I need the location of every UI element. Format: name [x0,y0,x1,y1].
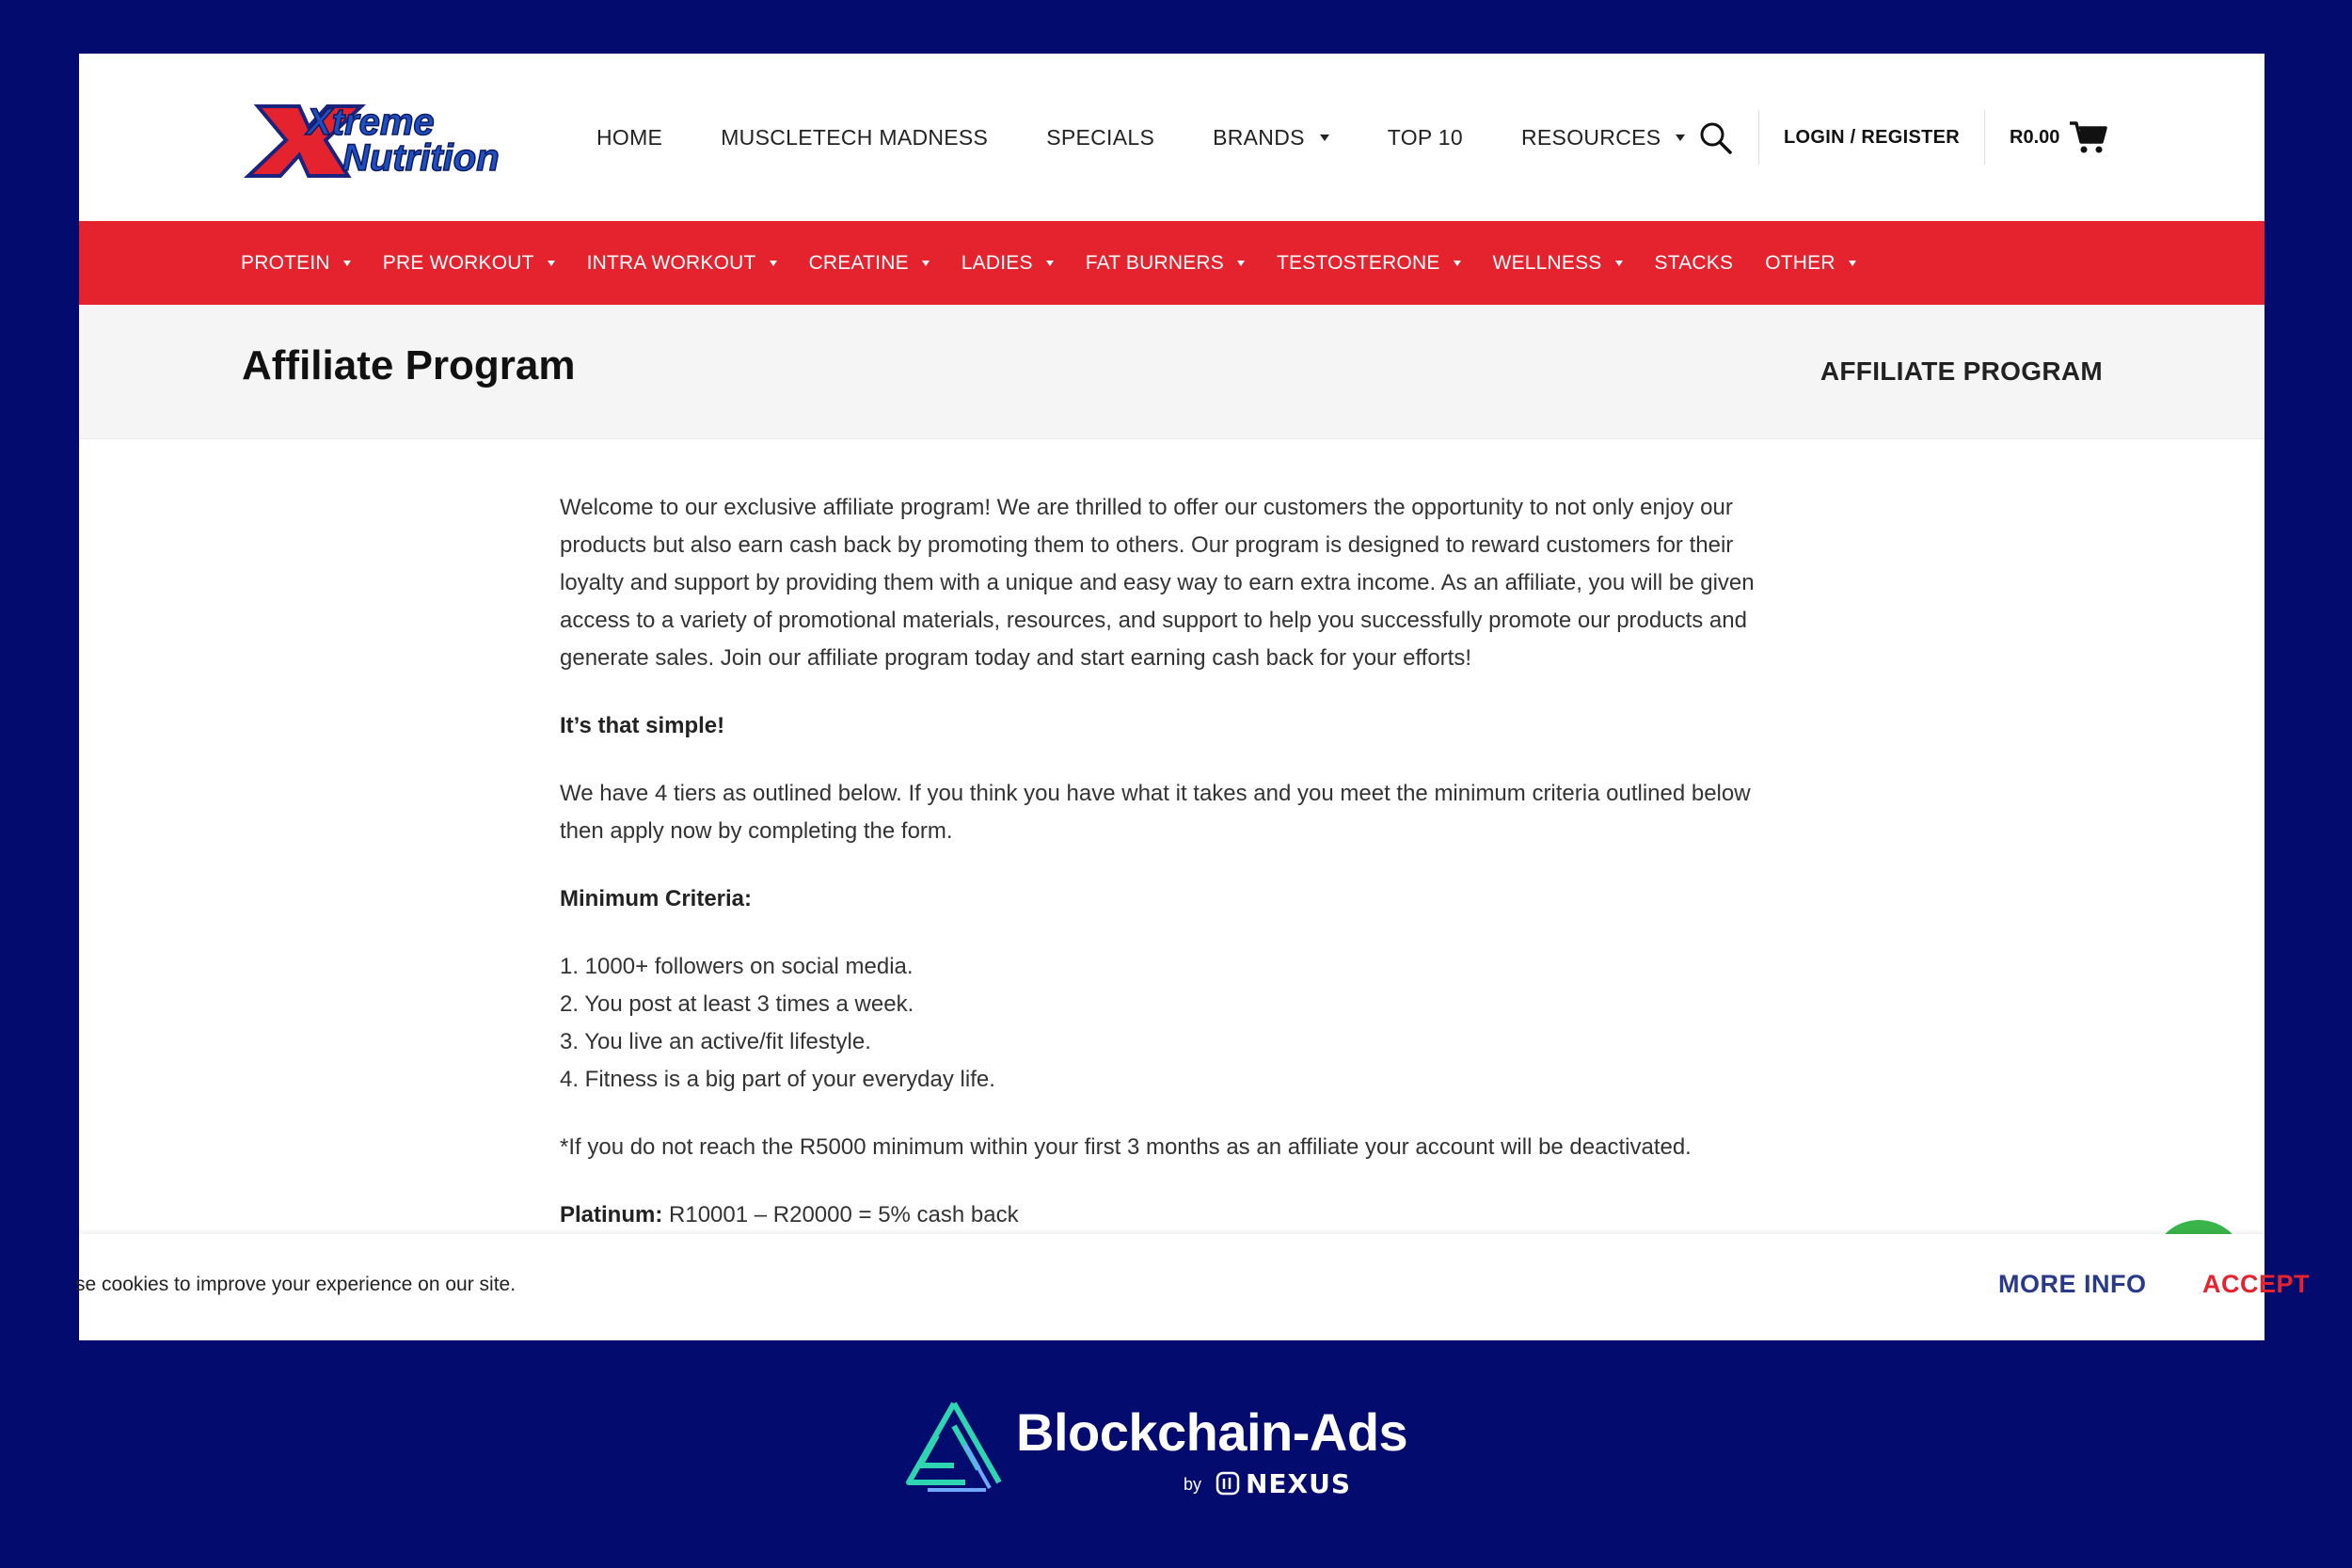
cart-total[interactable]: R0.00 [2010,127,2060,148]
category-creatine[interactable]: CREATINE [809,252,930,275]
nexus-wordmark: NEXUS [1246,1467,1352,1499]
nav-muscletech-madness[interactable]: MUSCLETECH MADNESS [721,124,989,150]
category-fat-burners[interactable]: FAT BURNERS [1086,252,1245,275]
site-header [79,54,2265,221]
caret-down-icon [770,261,777,266]
category-stacks[interactable]: STACKS [1654,251,1734,274]
caret-down-icon [1615,261,1623,266]
caret-down-icon [1046,261,1054,266]
divider [1984,110,1985,165]
more-info-button[interactable]: MORE INFO [1998,1270,2147,1298]
blockchain-ads-logo-icon [899,1398,1009,1497]
brand-by: by [1184,1475,1202,1494]
category-testosterone[interactable]: TESTOSTERONE [1277,252,1461,275]
caret-down-icon [548,261,555,266]
page-title-bar [79,305,2265,439]
blockchain-ads-brand [899,1392,1426,1505]
nav-home[interactable]: HOME [596,124,663,150]
criteria-list [560,948,1792,1099]
page-title: Affiliate Program [242,342,576,388]
tiers-paragraph: We have 4 tiers as outlined below. If you think you have what it takes and you meet the minimum criteria outlined below then apply now by completing the form. [560,781,1751,844]
list-item: 2. You post at least 3 times a week. [560,991,914,1017]
category-protein[interactable]: PROTEIN [241,252,351,275]
caret-down-icon [922,261,930,266]
accept-button[interactable]: ACCEPT [2202,1270,2311,1298]
nav-specials[interactable]: SPECIALS [1046,124,1155,150]
category-ladies[interactable]: LADIES [961,252,1054,275]
svg-text:Nutrition: Nutrition [342,137,500,179]
caret-down-icon [343,261,351,266]
deactivation-note: *If you do not reach the R5000 minimum within your first 3 months as an affiliate your account will be deactivated. [560,1134,1692,1160]
category-nav [79,221,2265,305]
list-item: 1. 1000+ followers on social media. [560,954,914,979]
category-pre-workout[interactable]: PRE WORKOUT [383,252,555,275]
tier-label: Platinum: [560,1202,663,1227]
breadcrumb: AFFILIATE PROGRAM [1820,356,2103,386]
criteria-heading: Minimum Criteria: [560,886,753,911]
brand-name: Blockchain-Ads [1016,1402,1408,1462]
login-register-link[interactable]: LOGIN / REGISTER [1784,127,1961,148]
svg-text:Xtreme: Xtreme [307,102,435,143]
nav-brands[interactable]: BRANDS [1213,125,1329,150]
caret-down-icon [1849,261,1856,266]
nav-resources[interactable]: RESOURCES [1521,125,1685,150]
category-intra-workout[interactable]: INTRA WORKOUT [587,252,777,275]
cookie-banner [75,1234,2311,1340]
tier-platinum [560,1196,1792,1234]
nexus-icon [1216,1471,1240,1496]
nav-top-10[interactable]: TOP 10 [1387,124,1463,150]
simple-heading: It’s that simple! [560,713,725,738]
list-item: 3. You live an active/fit lifestyle. [560,1029,871,1054]
nexus-logo [1216,1467,1351,1499]
caret-down-icon [1454,261,1461,266]
main-nav [596,54,1685,221]
caret-down-icon [1237,261,1245,266]
divider [1758,110,1759,165]
browser-viewport [75,54,2311,1340]
caret-down-icon [1676,135,1685,141]
category-wellness[interactable]: WELLNESS [1493,252,1623,275]
cookie-message: se cookies to improve your experience on our site. [75,1274,516,1295]
intro-paragraph: Welcome to our exclusive affiliate program! We are thrilled to offer our customers the opportunity to not only enjoy our products but also earn cash back by promoting them to others. Our program is designed to reward customers for their loyalty and support by providing them with a unique and easy way to earn extra income. As an affiliate, you will be given access to a variety of promotional materials, resources, and support to help you successfully promote our products and generate sales. Join our affiliate program today and start earning cash back for your efforts! [560,495,1755,671]
tier-value: R10001 – R20000 = 5% cash back [662,1202,1019,1227]
xtreme-nutrition-logo[interactable] [250,89,523,183]
page-content [560,489,1792,1264]
category-other[interactable]: OTHER [1765,252,1856,275]
caret-down-icon [1320,135,1329,141]
list-item: 4. Fitness is a big part of your everyday life. [560,1067,995,1092]
cart-icon[interactable] [2070,119,2107,155]
search-icon[interactable] [1699,121,1733,155]
